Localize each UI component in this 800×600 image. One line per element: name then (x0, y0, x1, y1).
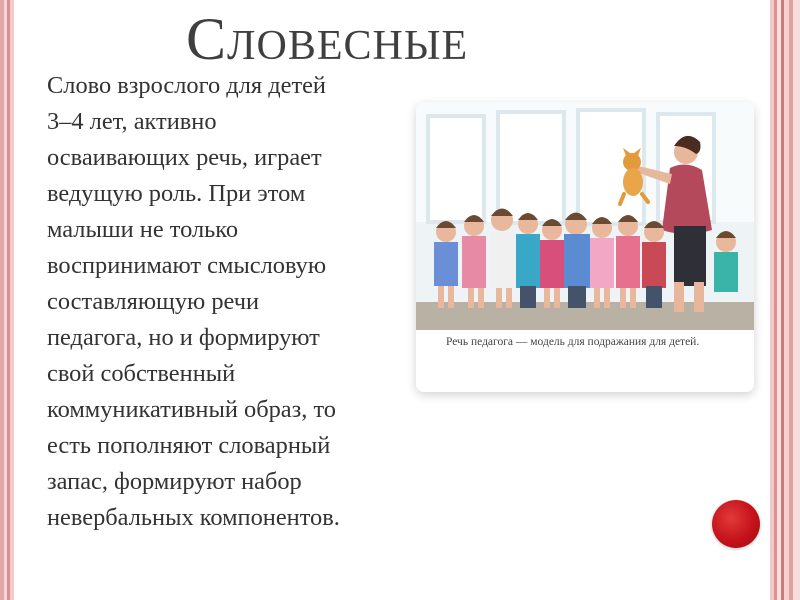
body-line: есть пополняют словарный (47, 432, 331, 459)
body-line: Слово взрослого для детей (47, 72, 326, 99)
slide-title: Словесные (186, 6, 469, 72)
body-line: невербальных компонентов. (47, 504, 340, 531)
body-line: ведущую роль. При этом (47, 180, 306, 207)
photo-card (416, 102, 754, 392)
body-line: свой собственный (47, 360, 236, 387)
body-line: осваивающих речь, играет (47, 144, 322, 171)
classroom-photo (416, 102, 754, 330)
body-line: запас, формируют набор (47, 468, 302, 495)
body-line: педагога, но и формируют (47, 324, 320, 351)
right-border-stripes (770, 0, 800, 600)
body-line: коммуникативный образ, то (47, 396, 336, 423)
body-line: 3–4 лет, активно (47, 108, 217, 135)
body-line: составляющую речи (47, 288, 260, 315)
red-circle-decoration (712, 500, 760, 548)
left-border-stripes (0, 0, 14, 600)
body-line: воспринимают смысловую (47, 252, 327, 279)
body-line: малыши не только (47, 216, 239, 243)
photo-caption: Речь педагога — модель для подражания для детей. (446, 336, 700, 348)
slide-body-text (47, 68, 419, 536)
